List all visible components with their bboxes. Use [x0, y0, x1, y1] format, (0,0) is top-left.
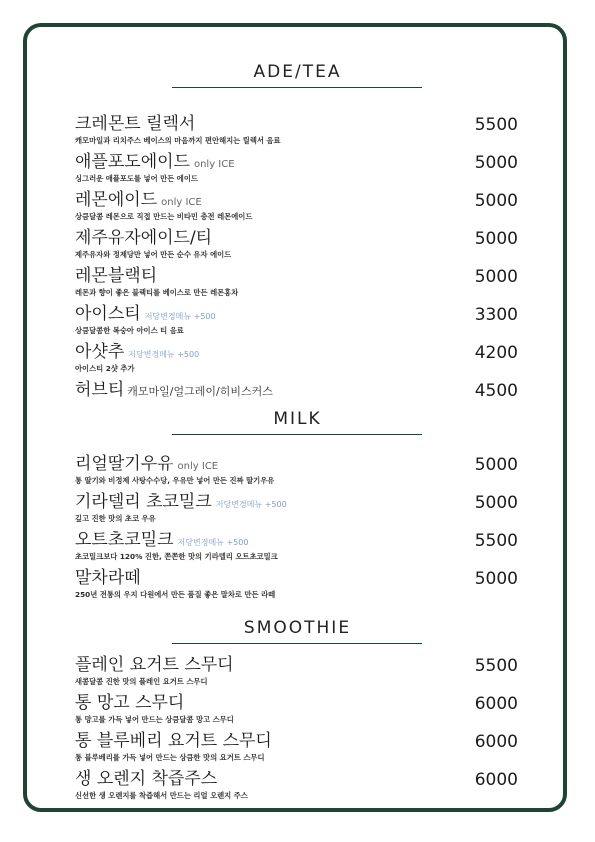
menu-item: [75, 693, 520, 731]
item-note: 저당변경메뉴 +500: [177, 538, 249, 547]
item-name: 아샷추: [75, 342, 125, 362]
item-name: 아이스티: [75, 304, 141, 324]
item-name: 애플포도에이드: [75, 152, 190, 172]
item-description: 초코밀크보다 120% 진한, 쫀쫀한 맛의 기라델리 오트초코밀크: [75, 552, 278, 561]
item-description: 제주유자와 정제당만 넣어 만든 순수 유자 에이드: [75, 250, 232, 259]
menu-item: [75, 655, 520, 693]
item-description: 상큼달콤 레몬으로 직접 만드는 비타민 충전 레몬에이드: [75, 212, 253, 221]
item-note: 저당변경메뉴 +500: [128, 350, 200, 359]
item-description: 아이스티 2샷 추가: [75, 364, 135, 373]
item-name: 통 망고 스무디: [75, 693, 185, 713]
item-note: 캐모마일/얼그레이/히비스커스: [127, 385, 273, 398]
menu-item: [75, 190, 520, 228]
menu-item: [75, 228, 520, 266]
section-divider: [172, 87, 422, 88]
item-description: 깊고 진한 맛의 초코 우유: [75, 514, 156, 523]
menu-item: [75, 266, 520, 304]
menu-item: [75, 769, 520, 807]
item-description: 250년 전통의 우지 다원에서 만든 품질 좋은 말차로 만든 라떼: [75, 590, 276, 599]
section-title-milk: MILK: [273, 409, 322, 429]
item-name: 생 오렌지 착즙주스: [75, 769, 218, 789]
item-note: 저당변경메뉴 +500: [144, 312, 216, 321]
item-price: 5500: [474, 115, 518, 135]
item-description: 통 망고를 가득 넣어 만드는 상큼달콤 망고 스무디: [75, 715, 234, 724]
item-price: 5000: [474, 455, 518, 475]
item-note: 저당변경메뉴 +500: [215, 500, 287, 509]
item-name: 오트초코밀크: [75, 530, 174, 550]
item-price: 5000: [474, 229, 518, 249]
item-price: 4200: [474, 343, 518, 363]
item-note: only ICE: [193, 159, 235, 170]
item-name: 리얼딸기우유: [75, 454, 174, 474]
item-price: 5000: [474, 153, 518, 173]
item-name: 제주유자에이드/티: [75, 228, 213, 248]
item-note: only ICE: [161, 197, 202, 208]
menu-item: [75, 304, 520, 342]
item-price: 5500: [474, 656, 518, 676]
item-name: 허브티: [75, 380, 125, 400]
item-name: 크레몬트 릴렉서: [75, 114, 196, 134]
item-name: 레몬에이드: [75, 190, 158, 210]
menu-item: [75, 114, 520, 152]
item-name: 레몬블랙티: [75, 266, 158, 286]
item-note: only ICE: [177, 461, 219, 472]
item-price: 6000: [474, 694, 518, 714]
item-price: 6000: [474, 770, 518, 790]
menu-item: [75, 152, 520, 190]
section-title-smoothie: SMOOTHIE: [243, 618, 352, 638]
item-name: 말차라떼: [75, 568, 141, 588]
menu-item: [75, 731, 520, 769]
item-description: 캐모마일과 리치주스 베이스의 마음까지 편안해지는 릴렉서 음료: [75, 136, 281, 145]
item-description: 신선한 생 오렌지를 착즙해서 만드는 리얼 오렌지 주스: [75, 791, 248, 800]
item-price: 3300: [474, 305, 518, 325]
item-description: 통 블루베리를 가득 넣어 만드는 상큼한 맛의 요거트 스무디: [75, 753, 265, 762]
item-price: 5500: [474, 531, 518, 551]
menu-item: [75, 530, 520, 568]
item-price: 4500: [474, 381, 518, 401]
item-price: 5000: [474, 267, 518, 287]
item-price: 5000: [474, 569, 518, 589]
menu-item: [75, 492, 520, 530]
menu-item: [75, 568, 520, 606]
item-price: 5000: [474, 493, 518, 513]
section-divider: [172, 434, 422, 435]
item-description: 싱그러운 애플포도를 넣어 만든 에이드: [75, 174, 198, 183]
item-description: 레몬과 향이 좋은 블랙티를 베이스로 만든 레몬홍차: [75, 288, 239, 297]
menu-item: [75, 342, 520, 380]
section-title-ade-tea: ADE/TEA: [253, 62, 342, 82]
menu-item: [75, 454, 520, 492]
item-description: 새콤달콤 진한 맛의 플레인 요거트 스무디: [75, 677, 208, 686]
item-name: 플레인 요거트 스무디: [75, 655, 234, 675]
item-description: 통 딸기와 비정제 사탕수수당, 우유만 넣어 만든 진짜 딸기우유: [75, 476, 275, 485]
item-name: 기라델리 초코밀크: [75, 492, 212, 512]
item-price: 6000: [474, 732, 518, 752]
item-description: 상큼달콤한 복숭아 아이스 티 음료: [75, 326, 184, 335]
section-divider: [172, 643, 422, 644]
item-price: 5000: [474, 191, 518, 211]
item-name: 통 블루베리 요거트 스무디: [75, 731, 272, 751]
